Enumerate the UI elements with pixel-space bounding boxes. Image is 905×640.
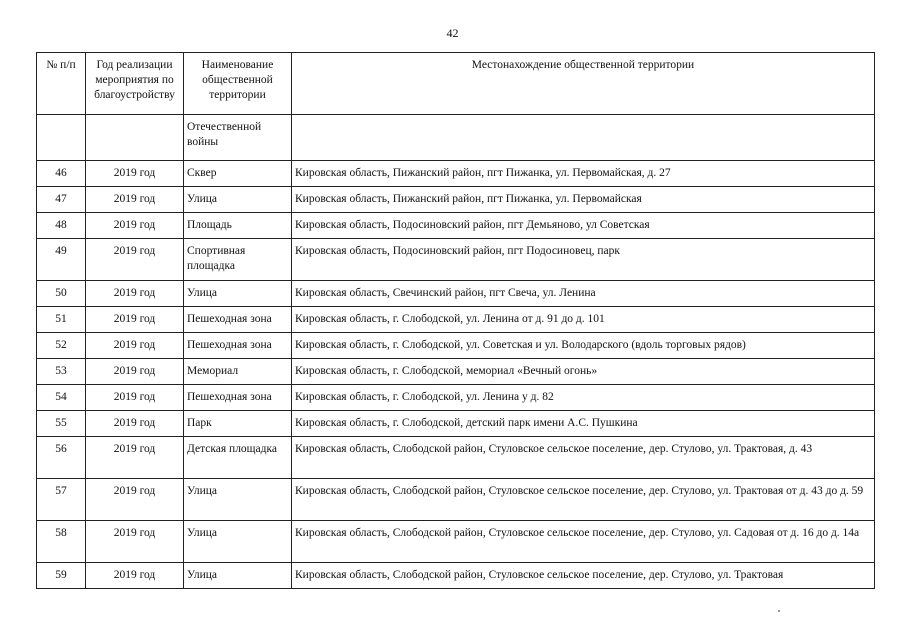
cell-year: 2019 год	[86, 281, 184, 307]
cell-name: Улица	[184, 479, 292, 521]
cell-year: 2019 год	[86, 307, 184, 333]
cell-year: 2019 год	[86, 161, 184, 187]
table-row	[37, 411, 875, 437]
cell-num: 48	[37, 213, 86, 239]
table-row	[37, 333, 875, 359]
header-num: № п/п	[37, 53, 86, 115]
cell-year: 2019 год	[86, 479, 184, 521]
cell-name: Мемориал	[184, 359, 292, 385]
cell-location: Кировская область, Пижанский район, пгт Пижанка, ул. Первомайская	[292, 187, 875, 213]
table-row	[37, 187, 875, 213]
cell-num: 47	[37, 187, 86, 213]
table-row	[37, 479, 875, 521]
header-year: Год реализации мероприятия по благоустройству	[86, 53, 184, 115]
table-row-continuation	[37, 115, 875, 161]
cell-num: 53	[37, 359, 86, 385]
cell-name: Детская площадка	[184, 437, 292, 479]
cell-name: Сквер	[184, 161, 292, 187]
page-number: 42	[446, 26, 459, 40]
cell-year: 2019 год	[86, 563, 184, 589]
cell-location: Кировская область, Слободской район, Стуловское сельское поселение, дер. Стулово, ул. Трактовая, д. 43	[292, 437, 875, 479]
header-name: Наименование общественной территории	[184, 53, 292, 115]
table-row	[37, 563, 875, 589]
cell-num: 59	[37, 563, 86, 589]
cell-num: 52	[37, 333, 86, 359]
cell-location: Кировская область, г. Слободской, ул. Ленина у д. 82	[292, 385, 875, 411]
cell-num: 50	[37, 281, 86, 307]
cell-year: 2019 год	[86, 521, 184, 563]
cell-name: Улица	[184, 521, 292, 563]
cell-name: Площадь	[184, 213, 292, 239]
cell-num: 54	[37, 385, 86, 411]
cell-name: Спортивная площадка	[184, 239, 292, 281]
table-row	[37, 307, 875, 333]
scan-speck	[778, 610, 780, 612]
cell-year: 2019 год	[86, 437, 184, 479]
cell-num: 55	[37, 411, 86, 437]
cell-name: Улица	[184, 187, 292, 213]
header-location: Местонахождение общественной территории	[292, 53, 875, 115]
cell-year: 2019 год	[86, 239, 184, 281]
cell-num: 49	[37, 239, 86, 281]
cell-location: Кировская область, г. Слободской, ул. Советская и ул. Володарского (вдоль торговых рядов)	[292, 333, 875, 359]
cell-location	[292, 115, 875, 161]
table-row	[37, 521, 875, 563]
cell-name: Улица	[184, 563, 292, 589]
table-row	[37, 437, 875, 479]
cell-year: 2019 год	[86, 411, 184, 437]
cell-location: Кировская область, Пижанский район, пгт Пижанка, ул. Первомайская, д. 27	[292, 161, 875, 187]
table-row	[37, 161, 875, 187]
table-row	[37, 359, 875, 385]
cell-location: Кировская область, г. Слободской, детский парк имени А.С. Пушкина	[292, 411, 875, 437]
cell-year: 2019 год	[86, 213, 184, 239]
cell-location: Кировская область, Свечинский район, пгт Свеча, ул. Ленина	[292, 281, 875, 307]
cell-num: 58	[37, 521, 86, 563]
territories-table	[36, 52, 875, 589]
cell-year: 2019 год	[86, 187, 184, 213]
cell-year: 2019 год	[86, 359, 184, 385]
table-row	[37, 239, 875, 281]
table-header-row	[37, 53, 875, 115]
cell-location: Кировская область, Слободской район, Стуловское сельское поселение, дер. Стулово, ул. Трактовая от д. 43 до д. 59	[292, 479, 875, 521]
cell-num: 56	[37, 437, 86, 479]
cell-year	[86, 115, 184, 161]
table-row	[37, 385, 875, 411]
cell-name: Пешеходная зона	[184, 385, 292, 411]
cell-num: 46	[37, 161, 86, 187]
cell-location: Кировская область, г. Слободской, мемориал «Вечный огонь»	[292, 359, 875, 385]
cell-name: Парк	[184, 411, 292, 437]
cell-num: 57	[37, 479, 86, 521]
table-row	[37, 213, 875, 239]
cell-name: Пешеходная зона	[184, 333, 292, 359]
cell-location: Кировская область, Подосиновский район, пгт Подосиновец, парк	[292, 239, 875, 281]
cell-location: Кировская область, г. Слободской, ул. Ленина от д. 91 до д. 101	[292, 307, 875, 333]
cell-year: 2019 год	[86, 333, 184, 359]
cell-name: Улица	[184, 281, 292, 307]
cell-num	[37, 115, 86, 161]
cell-name: Пешеходная зона	[184, 307, 292, 333]
cell-location: Кировская область, Подосиновский район, пгт Демьяново, ул Советская	[292, 213, 875, 239]
cell-location: Кировская область, Слободской район, Стуловское сельское поселение, дер. Стулово, ул. Трактовая	[292, 563, 875, 589]
cell-num: 51	[37, 307, 86, 333]
cell-year: 2019 год	[86, 385, 184, 411]
table-row	[37, 281, 875, 307]
cell-location: Кировская область, Слободской район, Стуловское сельское поселение, дер. Стулово, ул. Садовая от д. 16 до д. 14а	[292, 521, 875, 563]
cell-name: Отечественной войны	[184, 115, 292, 161]
